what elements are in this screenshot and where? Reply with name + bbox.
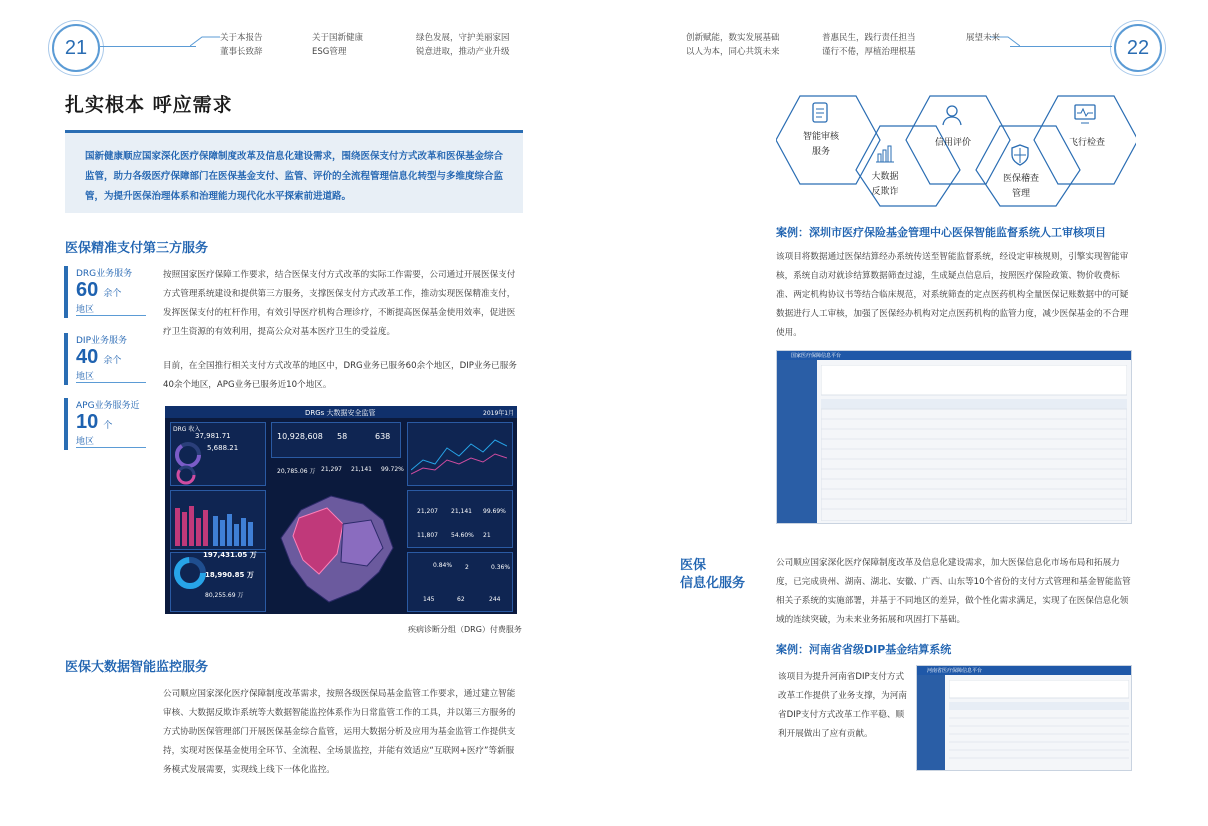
user-icon <box>942 104 962 126</box>
dashboard-metric: 0.36% <box>491 564 511 571</box>
section1-paragraph: 按照国家医疗保障工作要求，结合医保支付方式改革的实际工作需要，公司通过开展医保支付方式管理系统建设和提供第三方服务，支撑医保支付方式改革工作，推动实现医保精准支付，发挥医保支付的杠杆作用，有效引导医疗机构合理诊疗，不断提高医保基金使用效率，促进医疗卫生资源的有效利用，提高公众对基本医疗卫生的受益度。 <box>163 270 516 337</box>
dashboard-title: DRGs 大数据安全监管 <box>305 409 376 417</box>
dashboard-value: 197,431.05 万 <box>203 551 257 559</box>
case1-paragraph: 该项目将数据通过医保结算经办系统传送至智能监督系统，经设定审核规则，引擎实现智能审核，系统自动对就诊结算数据筛查过滤，生成疑点信息后，按照医疗保险政策、物价收费标准、两定机构协议书等结合临床规范，对系统筛查的定点医药机构全量医保记账数据中的可疑数据进行人工审核，加强了医保经办机构对定点医药机构的监管力度，减少医保基金的不合理使用。 <box>776 252 1129 338</box>
nav-item[interactable]: 展望未来 <box>966 33 1001 43</box>
header-line <box>1010 46 1112 47</box>
dashboard-metric: 21,141 <box>451 508 472 515</box>
dashboard-value: 18,990.85 万 <box>205 571 254 579</box>
dashboard-metric: 99.69% <box>483 508 506 515</box>
system-screenshot-1 <box>776 350 1132 524</box>
dashboard-metric: 21,297 <box>321 466 342 473</box>
screenshot-sidebar <box>777 360 817 523</box>
hex-label-anti-fraud: 大数据 反欺诈 <box>871 172 899 197</box>
shield-icon <box>1010 144 1030 166</box>
hex-label-credit: 信用评价 <box>934 138 971 148</box>
dashboard-kpi: 638 <box>375 432 391 441</box>
screenshot-title: 河南省医疗保障信息平台 <box>927 668 983 674</box>
dashboard-metric: 62 <box>457 596 465 603</box>
nav-item[interactable]: 普惠民生，践行责任担当 谨行不倦，厚植治理根基 <box>822 33 916 57</box>
section2-paragraph: 公司顺应国家深化医疗保障制度改革需求，按照各级医保局基金监管工作要求，通过建立智能审核、大数据反欺诈系统等大数据智能监控体系作为日常监管工作的工具，并以第三方服务的方式协助医保管理部门开展医保基金综合监管，运用大数据分析及应用为基金监管工作提供支持，实现对医保基金使用全环节、全流程、全场景监控，并能有效适应“互联网+医疗”等新服务模式发展需要，实现线上线下一体化监控。 <box>163 689 516 775</box>
right-page-number: 22 <box>1114 24 1162 72</box>
section-title-informatization: 医保 信息化服务 <box>680 558 746 591</box>
stat-drg: DRG业务服务 60 余个 地区 <box>76 266 146 316</box>
page-title: 扎实根本 呼应需求 <box>65 94 233 116</box>
nav-item[interactable]: 绿色发展，守护美丽家园 锐意进取，推动产业升级 <box>416 33 510 57</box>
dashboard-metric: 11,807 <box>417 532 438 539</box>
drg-dashboard-image <box>165 406 517 614</box>
dashboard-panel <box>407 490 513 548</box>
hex-label-smart-audit: 智能审核 服务 <box>802 132 839 157</box>
case2-paragraph: 该项目为提升河南省DIP支付方式改革工作提供了业务支撑，为河南省DIP支付方式改革工作平稳、顺利开展做出了应有贡献。 <box>778 672 907 739</box>
screenshot-sidebar <box>917 675 945 770</box>
header-line-bend <box>190 36 220 48</box>
case1-title: 案例：深圳市医疗保险基金管理中心医保智能监督系统人工审核项目 <box>776 226 1106 239</box>
dashboard-metric: 2 <box>465 564 469 571</box>
header-line <box>100 46 196 47</box>
bar-chart-icon <box>874 144 896 164</box>
section3-paragraph: 公司顺应国家深化医疗保障制度改革及信息化建设需求，加大医保信息化市场布局和拓展力度，已完成贵州、湖南、湖北、安徽、广西、山东等10个省份的支付方式管理和基金智能监管相关子系统的实施部署，并基于不同地区的差异，做个性化需求满足，实现了在医保信息化领域的连续突破，为未来业务拓展和巩固打下基础。 <box>776 558 1131 625</box>
system-screenshot-2 <box>916 665 1132 771</box>
line-chart-mini <box>411 430 507 480</box>
image-caption: 疾病诊断分组（DRG）付费服务 <box>408 625 522 634</box>
section1-paragraph-2: 目前，在全国推行相关支付方式改革的地区中，DRG业务已服务60余个地区，DIP业务已服务40余个地区，APG业务已服务近10个地区。 <box>163 361 517 390</box>
dashboard-date: 2019年1月 <box>483 410 515 417</box>
case2-title: 案例：河南省省级DIP基金结算系统 <box>776 643 952 656</box>
section-title-precise-payment: 医保精准支付第三方服务 <box>65 241 209 256</box>
intro-text: 国新健康顺应国家深化医疗保障制度改革及信息化建设需求，围绕医保支付方式改革和医保基金综合监管，助力各级医疗保障部门在医保基金支付、监管、评价的全流程管理信息化转型与多维度综合监管，为提升医保治理体系和治理能力现代化水平探索前进道路。 <box>85 151 504 202</box>
dashboard-kpi: 58 <box>337 432 348 441</box>
dashboard-value: 5,688.21 <box>207 444 239 452</box>
dashboard-metric: 244 <box>489 596 501 603</box>
stat-bar <box>64 398 68 450</box>
screenshot-table <box>949 680 1129 768</box>
nav-item[interactable]: 创新赋能，数实发展基础 以人为本，同心共筑未来 <box>686 33 780 57</box>
dashboard-kpi: 10,928,608 <box>277 432 323 441</box>
stat-bar <box>64 266 68 318</box>
dashboard-metric: 54.60% <box>451 532 474 539</box>
dashboard-value: 37,981.71 <box>195 432 231 440</box>
dashboard-value: 80,255.69 万 <box>205 592 244 599</box>
screenshot-table <box>821 365 1127 521</box>
bar-chart-mini <box>173 498 263 546</box>
dashboard-metric: 145 <box>423 596 435 603</box>
stat-bar <box>64 333 68 385</box>
monitor-icon <box>1074 104 1096 124</box>
nav-item[interactable]: 关于本报告 董事长致辞 <box>220 33 263 57</box>
dashboard-metric: 20,785.06 万 <box>277 468 316 475</box>
donut-chart <box>175 464 197 486</box>
donut-chart <box>173 556 207 590</box>
document-icon <box>810 102 830 124</box>
screenshot-title: 国家医疗保障信息平台 <box>791 353 842 359</box>
dashboard-metric: 99.72% <box>381 466 404 473</box>
dashboard-metric: 0.84% <box>433 562 453 569</box>
nav-item[interactable]: 关于国新健康 ESG管理 <box>312 33 364 57</box>
dashboard-panel <box>407 552 513 612</box>
hex-label-inspection: 医保稽查 管理 <box>1002 174 1039 199</box>
stat-dip: DIP业务服务 40 余个 地区 <box>76 333 146 383</box>
hex-label-flight-check: 飞行检查 <box>1068 138 1105 148</box>
dashboard-metric: 21,207 <box>417 508 438 515</box>
section-title-big-data: 医保大数据智能监控服务 <box>65 660 209 675</box>
intro-box <box>65 130 523 213</box>
left-page-number: 21 <box>52 24 100 72</box>
dashboard-metric: 21,141 <box>351 466 372 473</box>
stat-apg: APG业务服务近 10 个 地区 <box>76 398 146 448</box>
dashboard-label: DRG 收入 <box>173 426 201 433</box>
dashboard-metric: 21 <box>483 532 491 539</box>
province-map <box>271 490 401 610</box>
